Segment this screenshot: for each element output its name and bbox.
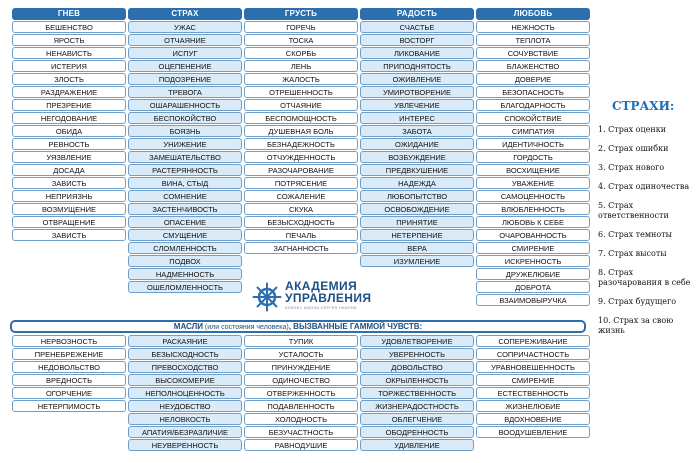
state-cell: НЕДОВОЛЬСТВО [12, 361, 126, 373]
fear-item: 6. Страх темноты [598, 230, 672, 239]
state-cell: УДОВЛЕТВОРЕНИЕ [360, 335, 474, 347]
state-cell: ПОДАВЛЕННОСТЬ [244, 400, 358, 412]
state-cell: ДОВОЛЬСТВО [360, 361, 474, 373]
emotion-cell: ЛИКОВАНИЕ [360, 47, 474, 59]
emotion-cell: ИСКРЕННОСТЬ [476, 255, 590, 267]
emotion-cell: УВЛЕЧЕНИЕ [360, 99, 474, 111]
emotion-cell: СОЖАЛЕНИЕ [244, 190, 358, 202]
emotion-cell: ЗАМЕШАТЕЛЬСТВО [128, 151, 242, 163]
emotion-cell: ЛЮБОВЬ К СЕБЕ [476, 216, 590, 228]
state-cell: ВЫСОКОМЕРИЕ [128, 374, 242, 386]
column-header-fear: СТРАХ [128, 8, 242, 20]
emotion-cell: БЕЗНАДЕЖНОСТЬ [244, 138, 358, 150]
emotion-cell: ВОСХИЩЕНИЕ [476, 164, 590, 176]
emotion-cell: ВЕРА [360, 242, 474, 254]
column-love [476, 8, 590, 307]
emotion-cell: ОШЕЛОМЛЕННОСТЬ [128, 281, 242, 293]
emotion-cell: БЕЗЫСХОДНОСТЬ [244, 216, 358, 228]
state-cell: ПРИНУЖДЕНИЕ [244, 361, 358, 373]
banner-part-1: МАСЛИ [173, 322, 203, 331]
state-cell: НЕУДОБСТВО [128, 400, 242, 412]
state-cell: ВООДУШЕВЛЕНИЕ [476, 426, 590, 438]
emotion-cell: НАДМЕННОСТЬ [128, 268, 242, 280]
emotion-cell: ТЕПЛОТА [476, 34, 590, 46]
emotion-cell: НЕНАВИСТЬ [12, 47, 126, 59]
emotion-cell: НЕЖНОСТЬ [476, 21, 590, 33]
emotion-cell: СПОКОЙСТВИЕ [476, 112, 590, 124]
state-cell: АПАТИЯ/БЕЗРАЗЛИЧИЕ [128, 426, 242, 438]
emotion-cell: ЗЛОСТЬ [12, 73, 126, 85]
emotion-cell: ОЖИДАНИЕ [360, 138, 474, 150]
state-cell: ОБОДРЕННОСТЬ [360, 426, 474, 438]
fears-title: СТРАХИ: [612, 99, 675, 113]
emotion-cell: ВЛЮБЛЕННОСТЬ [476, 203, 590, 215]
emotion-cell: УЖАС [128, 21, 242, 33]
emotion-cell: НЕГОДОВАНИЕ [12, 112, 126, 124]
emotion-cell: САМОЦЕННОСТЬ [476, 190, 590, 202]
emotion-cell: ПОДОЗРЕНИЕ [128, 73, 242, 85]
state-cell: НЕЛОВКОСТЬ [128, 413, 242, 425]
emotion-cell: ВОЗБУЖДЕНИЕ [360, 151, 474, 163]
emotion-cell: СКУКА [244, 203, 358, 215]
emotion-cell: ДРУЖЕЛЮБИЕ [476, 268, 590, 280]
emotion-cell: ОШАРАШЕННОСТЬ [128, 99, 242, 111]
fear-item: 8. Страх разочарования в себе [598, 268, 691, 287]
emotion-cell: ИСТЕРИЯ [12, 60, 126, 72]
logo-line-1: АКАДЕМИЯ [285, 279, 358, 293]
emotion-cell: ИСПУГ [128, 47, 242, 59]
column-header-sadness: ГРУСТЬ [244, 8, 358, 20]
state-cell: ОБЛЕГЧЕНИЕ [360, 413, 474, 425]
emotion-cell: БЕСПОКОЙСТВО [128, 112, 242, 124]
state-cell: ПРЕНЕБРЕЖЕНИЕ [12, 348, 126, 360]
fear-item: 9. Страх будущего [598, 297, 677, 306]
emotion-cell: РАЗОЧАРОВАНИЕ [244, 164, 358, 176]
emotion-cell: ПРЕДВКУШЕНИЕ [360, 164, 474, 176]
logo-title [285, 280, 371, 304]
banner-part-2: (или состояния человека) [202, 324, 289, 331]
emotion-cell: ВОСТОРГ [360, 34, 474, 46]
column-sadness [244, 8, 358, 255]
state-cell: БЕЗУЧАСТНОСТЬ [244, 426, 358, 438]
state-cell: НЕРВОЗНОСТЬ [12, 335, 126, 347]
emotion-cell: ЗАВИСТЬ [12, 229, 126, 241]
emotion-cell: ВОЗМУЩЕНИЕ [12, 203, 126, 215]
state-cell: ХОЛОДНОСТЬ [244, 413, 358, 425]
fears-list [598, 125, 694, 345]
banner-part-3: , ВЫЗВАННЫЕ ГАММОЙ ЧУВСТВ: [288, 322, 423, 331]
emotion-cell: ОЦЕПЕНЕНИЕ [128, 60, 242, 72]
fear-item: 7. Страх высоты [598, 249, 667, 258]
emotion-cell: ИДЕНТИЧНОСТЬ [476, 138, 590, 150]
emotion-cell: ИНТЕРЕС [360, 112, 474, 124]
emotion-cell: СИМПАТИЯ [476, 125, 590, 137]
emotion-cell: БЕСПОМОЩНОСТЬ [244, 112, 358, 124]
emotion-cell: ПРИПОДНЯТОСТЬ [360, 60, 474, 72]
emotion-cell: ДОБРОТА [476, 281, 590, 293]
state-cell: УДИВЛЕНИЕ [360, 439, 474, 451]
state-cell: РАВНОДУШИЕ [244, 439, 358, 451]
fear-item: 4. Страх одиночества [598, 182, 690, 191]
emotion-cell: ГОРДОСТЬ [476, 151, 590, 163]
emotion-cell: ИЗУМЛЕНИЕ [360, 255, 474, 267]
state-cell: НЕПОЛНОЦЕННОСТЬ [128, 387, 242, 399]
state-cell: ОДИНОЧЕСТВО [244, 374, 358, 386]
state-cell: НЕУВЕРЕННОСТЬ [128, 439, 242, 451]
emotion-cell: СЧАСТЬЕ [360, 21, 474, 33]
emotion-cell: УМИРОТВОРЕНИЕ [360, 86, 474, 98]
emotion-cell: ОТРЕШЕННОСТЬ [244, 86, 358, 98]
helm-icon [252, 282, 282, 312]
emotion-cell: ЗАВИСТЬ [12, 177, 126, 189]
emotion-cell: ОСВОБОЖДЕНИЕ [360, 203, 474, 215]
emotion-cell: РАЗДРАЖЕНИЕ [12, 86, 126, 98]
fear-item: 2. Страх ошибки [598, 144, 669, 153]
emotion-cell: ГОРЕЧЬ [244, 21, 358, 33]
emotion-cell: РАСТЕРЯННОСТЬ [128, 164, 242, 176]
emotion-cell: ЗАБОТА [360, 125, 474, 137]
emotion-cell: ЖАЛОСТЬ [244, 73, 358, 85]
emotion-cell: ОЖИВЛЕНИЕ [360, 73, 474, 85]
state-cell: ТУПИК [244, 335, 358, 347]
state-cell: ОКРЫЛЕННОСТЬ [360, 374, 474, 386]
emotion-cell: СМИРЕНИЕ [476, 242, 590, 254]
state-cell: ОГОРЧЕНИЕ [12, 387, 126, 399]
emotion-cell: НЕПРИЯЗНЬ [12, 190, 126, 202]
state-cell: ВРЕДНОСТЬ [12, 374, 126, 386]
column-fear [128, 8, 242, 294]
emotion-cell: СМУЩЕНИЕ [128, 229, 242, 241]
emotion-cell: ЛЮБОПЫТСТВО [360, 190, 474, 202]
fear-item: 3. Страх нового [598, 163, 665, 172]
emotion-cell: ЗАСТЕНЧИВОСТЬ [128, 203, 242, 215]
state-cell: РАСКАЯНИЕ [128, 335, 242, 347]
column-joy [360, 8, 474, 268]
emotion-cell: ЛЕНЬ [244, 60, 358, 72]
state-cell: ВДОХНОВЕНИЕ [476, 413, 590, 425]
emotion-cell: ДОСАДА [12, 164, 126, 176]
academy-logo [252, 280, 402, 316]
logo-line-2: УПРАВЛЕНИЯ [285, 291, 372, 305]
emotion-cell: БОЯЗНЬ [128, 125, 242, 137]
emotion-cell: УНИЖЕНИЕ [128, 138, 242, 150]
emotion-cell: БЛАЖЕНСТВО [476, 60, 590, 72]
emotion-cell: ОБИДА [12, 125, 126, 137]
states-banner [10, 320, 586, 333]
emotion-cell: БЕЗОПАСНОСТЬ [476, 86, 590, 98]
emotion-cell: ДОВЕРИЕ [476, 73, 590, 85]
states-column-2 [128, 335, 242, 452]
emotion-cell: ПЕЧАЛЬ [244, 229, 358, 241]
states-column-3 [244, 335, 358, 452]
state-cell: БЕЗЫСХОДНОСТЬ [128, 348, 242, 360]
emotion-cell: СКОРБЬ [244, 47, 358, 59]
state-cell: СОПЕРЕЖИВАНИЕ [476, 335, 590, 347]
column-header-joy: РАДОСТЬ [360, 8, 474, 20]
emotion-cell: НЕТЕРПЕНИЕ [360, 229, 474, 241]
column-header-love: ЛЮБОВЬ [476, 8, 590, 20]
emotion-cell: ПОДВОХ [128, 255, 242, 267]
emotion-cell: ОТВРАЩЕНИЕ [12, 216, 126, 228]
column-header-anger: ГНЕВ [12, 8, 126, 20]
emotion-cell: ПРЕЗРЕНИЕ [12, 99, 126, 111]
emotion-cell: СОМНЕНИЕ [128, 190, 242, 202]
emotion-cell: ЗАГНАННОСТЬ [244, 242, 358, 254]
state-cell: СОПРИЧАСТНОСТЬ [476, 348, 590, 360]
emotion-cell: БЛАГОДАРНОСТЬ [476, 99, 590, 111]
emotion-cell: ВЗАИМОВЫРУЧКА [476, 294, 590, 306]
emotion-cell: ДУШЕВНАЯ БОЛЬ [244, 125, 358, 137]
emotion-cell: БЕШЕНСТВО [12, 21, 126, 33]
state-cell: ЖИЗНЕЛЮБИЕ [476, 400, 590, 412]
emotion-cell: УЯЗВЛЕНИЕ [12, 151, 126, 163]
emotion-cell: УВАЖЕНИЕ [476, 177, 590, 189]
state-cell: ОТВЕРЖЕННОСТЬ [244, 387, 358, 399]
states-column-1 [12, 335, 126, 413]
emotion-cell: НАДЕЖДА [360, 177, 474, 189]
emotion-cell: ОТЧАЯНИЕ [244, 99, 358, 111]
emotion-cell: РЕВНОСТЬ [12, 138, 126, 150]
emotion-cell: ПРИНЯТИЕ [360, 216, 474, 228]
states-column-4 [360, 335, 474, 452]
state-cell: ПРЕВОСХОДСТВО [128, 361, 242, 373]
fear-item: 5. Страх ответственности [598, 201, 669, 220]
state-cell: УСТАЛОСТЬ [244, 348, 358, 360]
emotion-cell: ТРЕВОГА [128, 86, 242, 98]
emotion-cell: СЛОМЛЕННОСТЬ [128, 242, 242, 254]
emotion-cell: ОПАСЕНИЕ [128, 216, 242, 228]
emotion-cell: ПОТРЯСЕНИЕ [244, 177, 358, 189]
state-cell: УРАВНОВЕШЕННОСТЬ [476, 361, 590, 373]
emotion-cell: ОТЧУЖДЕННОСТЬ [244, 151, 358, 163]
state-cell: СМИРЕНИЕ [476, 374, 590, 386]
emotion-cell: ЯРОСТЬ [12, 34, 126, 46]
column-anger [12, 8, 126, 242]
fear-item: 10. Страх за свою жизнь [598, 316, 674, 335]
state-cell: ТОРЖЕСТВЕННОСТЬ [360, 387, 474, 399]
emotion-cell: ТОСКА [244, 34, 358, 46]
state-cell: ЖИЗНЕРАДОСТНОСТЬ [360, 400, 474, 412]
emotion-cell: ОТЧАЯНИЕ [128, 34, 242, 46]
state-cell: НЕТЕРПИМОСТЬ [12, 400, 126, 412]
state-cell: УВЕРЕННОСТЬ [360, 348, 474, 360]
states-column-5 [476, 335, 590, 439]
state-cell: ЕСТЕСТВЕННОСТЬ [476, 387, 590, 399]
emotion-cell: СОЧУВСТВИЕ [476, 47, 590, 59]
fear-item: 1. Страх оценки [598, 125, 667, 134]
emotion-cell: ОЧАРОВАННОСТЬ [476, 229, 590, 241]
logo-subtitle: БИЗНЕС ШКОЛА СЕРГЕЯ НАКОНА [285, 305, 357, 310]
emotion-cell: ВИНА, СТЫД [128, 177, 242, 189]
